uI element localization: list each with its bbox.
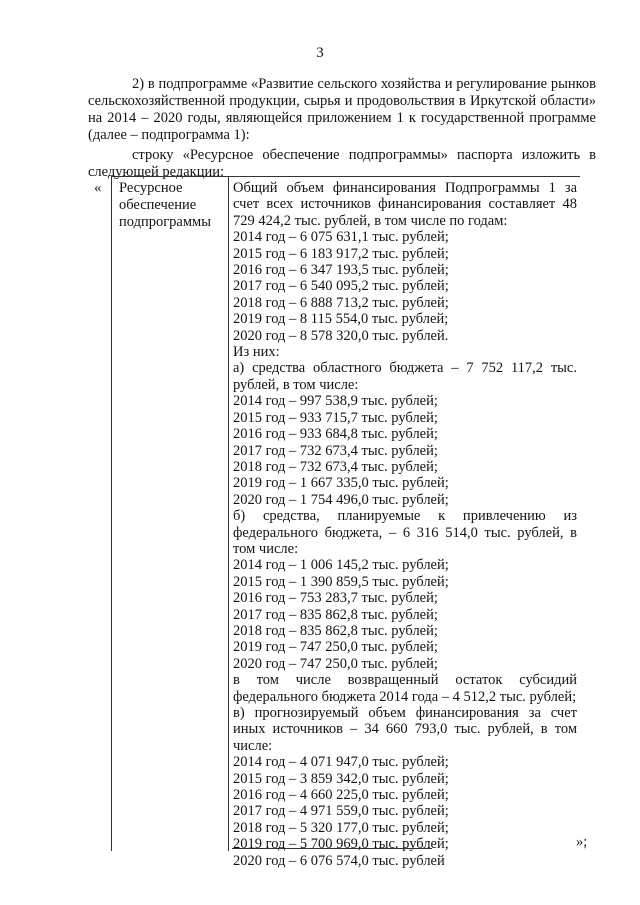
federal-year-line: 2016 год – 753 283,7 тыс. рублей;	[233, 590, 438, 607]
other-year-line: 2015 год – 3 859 342,0 тыс. рублей;	[233, 770, 449, 787]
column-divider	[228, 177, 229, 851]
regional-year-line: 2017 год – 732 673,4 тыс. рублей;	[233, 442, 438, 459]
open-quote: «	[94, 180, 102, 196]
federal-year-line: 2020 год – 747 250,0 тыс. рублей;	[233, 655, 438, 672]
other-year-line: 2017 год – 4 971 559,0 тыс. рублей;	[233, 803, 449, 820]
regional-year-line: 2020 год – 1 754 496,0 тыс. рублей;	[233, 491, 449, 508]
total-year-line: 2016 год – 6 347 193,5 тыс. рублей;	[233, 262, 449, 279]
federal-year-line: 2015 год – 1 390 859,5 тыс. рублей;	[233, 573, 449, 590]
total-year-line: 2015 год – 6 183 917,2 тыс. рублей;	[233, 245, 449, 262]
federal-year-line: 2017 год – 835 862,8 тыс. рублей;	[233, 606, 438, 623]
other-year-line: 2014 год – 4 071 947,0 тыс. рублей;	[233, 754, 449, 771]
other-year-line: 2020 год – 6 076 574,0 тыс. рублей	[233, 852, 445, 869]
regional-year-line: 2018 год – 732 673,4 тыс. рублей;	[233, 458, 438, 475]
federal-budget-intro: б) средства, планируемые к привлечению из федерального бюджета, – 6 316 514,0 тыс. рублей, в том числе:	[233, 508, 577, 557]
table-bottom-rule	[232, 848, 432, 849]
table-value-cell	[233, 180, 577, 869]
of-which-label: Из них:	[233, 344, 280, 361]
total-year-line: 2018 год – 6 888 713,2 тыс. рублей;	[233, 294, 449, 311]
other-year-line: 2016 год – 4 660 225,0 тыс. рублей;	[233, 787, 449, 804]
other-sources-intro: в) прогнозируемый объем финансирования за счет иных источников – 34 660 793,0 тыс. рублей, в том числе:	[233, 705, 577, 754]
total-intro: Общий объем финансирования Подпрограммы 1 за счет всех источников финансирования составляет 48 729 424,2 тыс. рублей, в том числе по годам:	[233, 180, 577, 229]
regional-year-line: 2015 год – 933 715,7 тыс. рублей;	[233, 409, 438, 426]
other-year-line: 2019 год – 5 700 969,0 тыс. рублей;	[233, 836, 449, 853]
resource-table	[111, 176, 580, 869]
regional-year-line: 2014 год – 997 538,9 тыс. рублей;	[233, 393, 438, 410]
total-year-line: 2019 год – 8 115 554,0 тыс. рублей;	[233, 311, 449, 328]
federal-returned-note: в том числе возвращенный остаток субсидий федерального бюджета 2014 года – 4 512,2 тыс. рублей;	[233, 672, 577, 705]
close-quote: »;	[576, 834, 588, 850]
intro-paragraph-2: строку «Ресурсное обеспечение подпрограммы» паспорта изложить в следующей редакции:	[88, 147, 596, 180]
intro-block	[88, 76, 596, 181]
other-year-line: 2018 год – 5 320 177,0 тыс. рублей;	[233, 819, 449, 836]
total-year-line: 2017 год – 6 540 095,2 тыс. рублей;	[233, 278, 449, 295]
table-label-cell: Ресурсное обеспечение подпрограммы	[119, 180, 211, 230]
intro-paragraph-1: 2) в подпрограмме «Развитие сельского хозяйства и регулирование рынков сельскохозяйственной продукции, сырья и продовольствия в Иркутской области» на 2014 – 2020 годы, являющейся приложением 1 к государственной программе (далее – подпрограмма 1):	[88, 76, 596, 143]
page-number: 3	[316, 45, 324, 61]
regional-budget-intro: а) средства областного бюджета – 7 752 117,2 тыс. рублей, в том числе:	[233, 360, 577, 393]
federal-year-line: 2014 год – 1 006 145,2 тыс. рублей;	[233, 557, 449, 574]
federal-year-line: 2019 год – 747 250,0 тыс. рублей;	[233, 639, 438, 656]
federal-year-line: 2018 год – 835 862,8 тыс. рублей;	[233, 622, 438, 639]
regional-year-line: 2019 год – 1 667 335,0 тыс. рублей;	[233, 475, 449, 492]
regional-year-line: 2016 год – 933 684,8 тыс. рублей;	[233, 426, 438, 443]
total-year-line: 2020 год – 8 578 320,0 тыс. рублей.	[233, 327, 449, 344]
total-year-line: 2014 год – 6 075 631,1 тыс. рублей;	[233, 229, 449, 246]
